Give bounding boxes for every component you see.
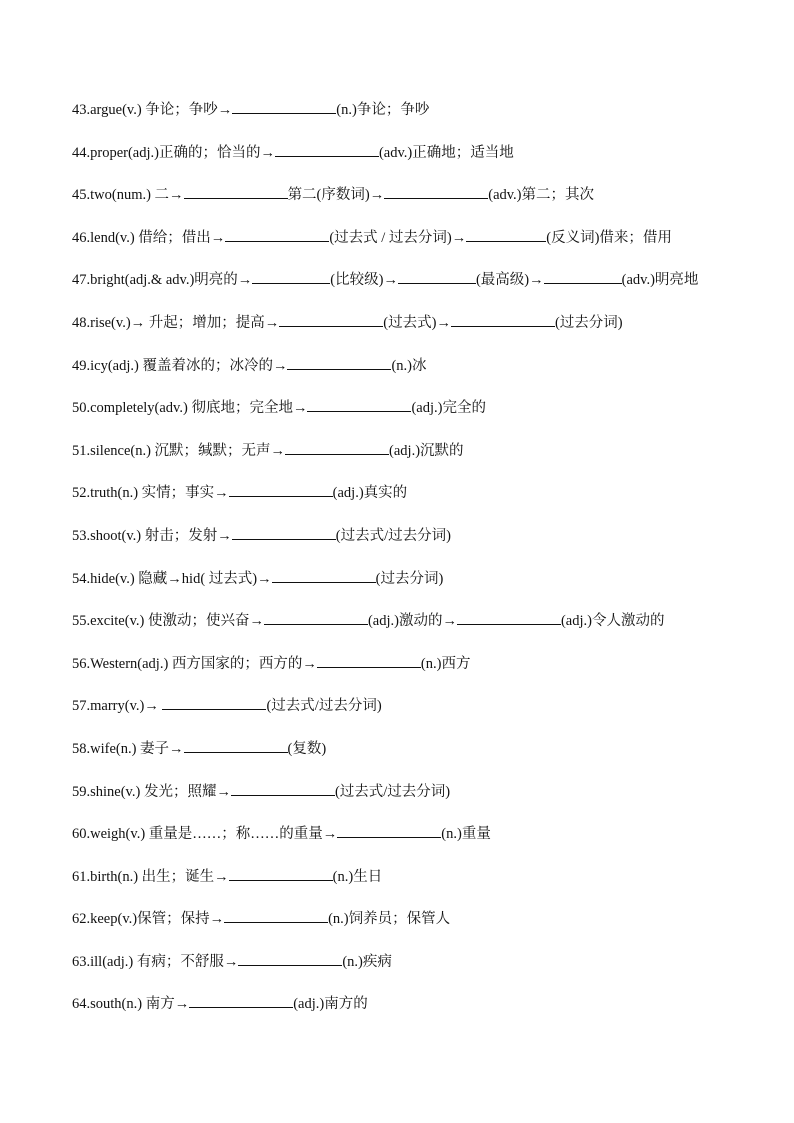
exercise-item-51: [72, 440, 762, 483]
item-text: (复数): [287, 740, 327, 757]
answer-blank[interactable]: [287, 355, 391, 370]
item-text: (n.)生日: [332, 868, 383, 885]
exercise-item-44: [72, 142, 762, 185]
answer-blank[interactable]: [231, 781, 335, 796]
item-text: (过去式)→: [383, 314, 451, 331]
answer-blank[interactable]: [184, 738, 288, 753]
item-text: (n.)冰: [391, 357, 427, 374]
exercise-item-54: [72, 568, 762, 611]
item-text: (adv.)正确地；适当地: [378, 144, 514, 161]
exercise-item-64: [72, 993, 762, 1036]
item-text: 50.completely(adv.) 彻底地；完全地→: [72, 400, 308, 417]
item-text: (过去式/过去分词): [335, 527, 451, 544]
answer-blank[interactable]: [225, 227, 329, 242]
answer-blank[interactable]: [162, 695, 266, 710]
exercise-item-60: [72, 823, 762, 866]
item-text: 第二(序数词)→: [287, 187, 385, 204]
answer-blank[interactable]: [398, 269, 476, 284]
item-text: 47.bright(adj.& adv.)明亮的→: [72, 272, 253, 289]
exercise-item-61: [72, 866, 762, 909]
item-text: (过去式/过去分词): [334, 783, 451, 800]
item-text: (adj.)沉默的: [389, 442, 464, 459]
item-text: 57.marry(v.)→: [72, 698, 163, 715]
item-text: (反义词)借来；借用: [546, 229, 672, 246]
exercise-item-56: [72, 653, 762, 696]
exercise-item-50: [72, 397, 762, 440]
item-text: 59.shine(v.) 发光；照耀→: [72, 783, 231, 800]
item-text: 51.silence(n.) 沉默；缄默；无声→: [72, 442, 286, 459]
item-text: (adj.)真实的: [332, 485, 408, 502]
item-text: 45.two(num.) 二→: [72, 187, 184, 204]
answer-blank[interactable]: [451, 312, 555, 327]
item-text: 43.argue(v.) 争论；争吵→: [72, 102, 233, 118]
answer-blank[interactable]: [272, 568, 376, 583]
exercise-item-46: [72, 227, 762, 270]
item-text: (n.)重量: [441, 826, 491, 843]
answer-blank[interactable]: [232, 525, 336, 540]
item-text: (n.)疾病: [342, 953, 392, 970]
answer-blank[interactable]: [229, 482, 333, 497]
exercise-item-57: [72, 695, 762, 738]
exercise-item-59: [72, 781, 762, 824]
answer-blank[interactable]: [229, 866, 333, 881]
item-text: 61.birth(n.) 出生；诞生→: [72, 868, 229, 885]
item-text: (adj.)完全的: [411, 400, 486, 417]
exercise-item-55: [72, 610, 762, 653]
item-text: 49.icy(adj.) 覆盖着冰的；冰冷的→: [72, 357, 288, 374]
item-text: 52.truth(n.) 实情；事实→: [72, 485, 229, 502]
item-text: (n.)争论；争吵: [336, 102, 430, 118]
item-text: (过去分词): [554, 314, 623, 331]
item-text: 48.rise(v.)→ 升起；增加；提高→: [72, 314, 280, 331]
item-text: 56.Western(adj.) 西方国家的；西方的→: [72, 655, 317, 672]
answer-blank[interactable]: [232, 99, 336, 114]
item-text: 60.weigh(v.) 重量是……；称……的重量→: [72, 826, 338, 843]
item-text: 62.keep(v.)保管；保持→: [72, 911, 225, 928]
vocabulary-exercise-list: [72, 99, 762, 1036]
item-text: (过去分词): [375, 570, 444, 587]
answer-blank[interactable]: [337, 823, 441, 838]
item-text: 44.proper(adj.)正确的；恰当的→: [72, 144, 275, 161]
exercise-item-62: [72, 908, 762, 951]
item-text: (比较级)→: [330, 272, 398, 289]
answer-blank[interactable]: [285, 440, 389, 455]
item-text: (过去式/过去分词): [266, 698, 382, 715]
answer-blank[interactable]: [264, 610, 368, 625]
answer-blank[interactable]: [279, 312, 383, 327]
answer-blank[interactable]: [184, 184, 288, 199]
item-text: 55.excite(v.) 使激动；使兴奋→: [72, 613, 264, 630]
exercise-item-45: [72, 184, 762, 227]
item-text: (adv.)明亮地: [621, 272, 699, 289]
item-text: (adj.)激动的→: [367, 613, 457, 630]
item-text: 63.ill(adj.) 有病；不舒服→: [72, 953, 239, 970]
item-text: (adv.)第二；其次: [488, 187, 595, 204]
exercise-item-63: [72, 951, 762, 994]
item-text: (n.)饲养员；保管人: [328, 911, 451, 928]
answer-blank[interactable]: [238, 951, 342, 966]
exercise-item-49: [72, 355, 762, 398]
answer-blank[interactable]: [307, 397, 411, 412]
item-text: 54.hide(v.) 隐藏→hid( 过去式)→: [72, 570, 272, 587]
item-text: (adj.)南方的: [293, 996, 368, 1013]
answer-blank[interactable]: [457, 610, 561, 625]
answer-blank[interactable]: [252, 269, 330, 284]
answer-blank[interactable]: [384, 184, 488, 199]
answer-blank[interactable]: [224, 908, 328, 923]
item-text: 53.shoot(v.) 射击；发射→: [72, 527, 232, 544]
item-text: (最高级)→: [475, 272, 544, 289]
exercise-item-43: [72, 99, 762, 142]
item-text: (n.)西方: [420, 655, 471, 672]
answer-blank[interactable]: [189, 993, 293, 1008]
item-text: (adj.)令人激动的: [560, 613, 665, 630]
item-text: (过去式 / 过去分词)→: [329, 229, 467, 246]
answer-blank[interactable]: [317, 653, 421, 668]
exercise-item-48: [72, 312, 762, 355]
answer-blank[interactable]: [466, 227, 546, 242]
answer-blank[interactable]: [275, 142, 379, 157]
item-text: 46.lend(v.) 借给；借出→: [72, 229, 226, 246]
item-text: 58.wife(n.) 妻子→: [72, 740, 184, 757]
answer-blank[interactable]: [544, 269, 622, 284]
exercise-item-58: [72, 738, 762, 781]
exercise-item-52: [72, 482, 762, 525]
exercise-item-47: [72, 269, 762, 312]
item-text: 64.south(n.) 南方→: [72, 996, 190, 1013]
exercise-item-53: [72, 525, 762, 568]
